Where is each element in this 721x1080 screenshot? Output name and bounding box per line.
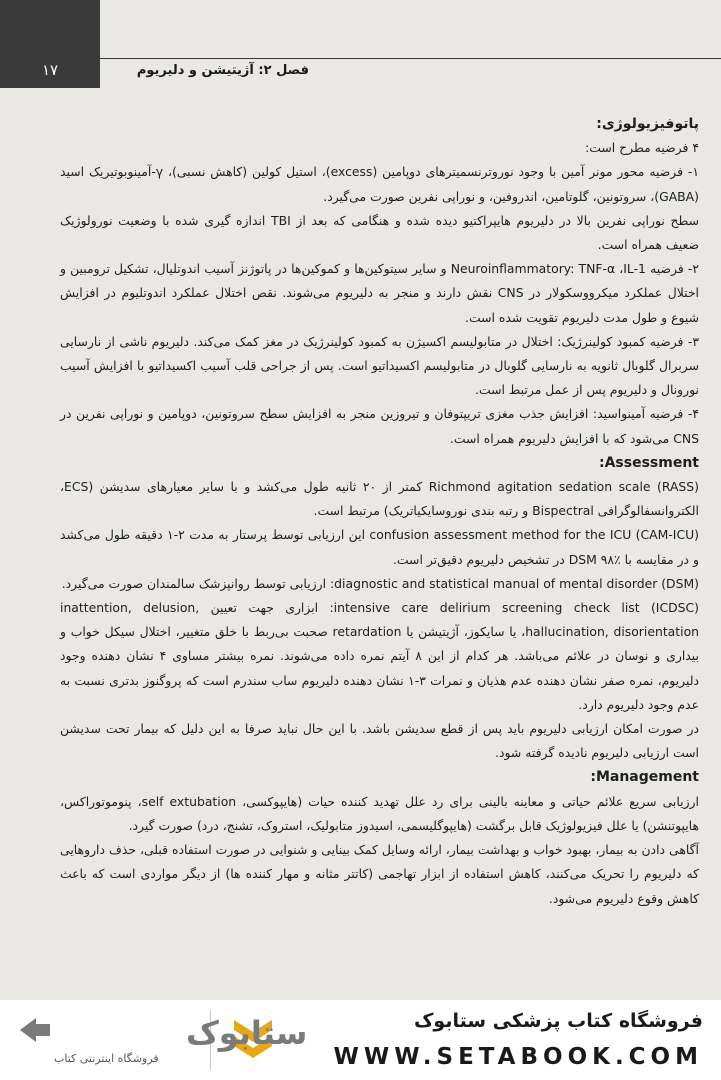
section-title: پاتوفیزیولوژی: bbox=[596, 116, 699, 132]
section-management bbox=[60, 765, 699, 910]
logo-subtitle: فروشگاه اینترنتی کتاب bbox=[54, 1052, 159, 1065]
paragraph: confusion assessment method for the ICU (CAM-ICU) این ارزیابی توسط پرستار به مدت ۲-۱ دقیقه طول می‌کشد و در مقایسه با DSM ۹۸٪ در تشخیص دلیریوم دقیق‌تر است. bbox=[60, 527, 700, 567]
paragraph: ۱- فرضیه محور مونر آمین با وجود نوروترنسمیترهای دوپامین (excess)، استیل کولین (کاهش نسبی)، γ-آمینوبوتیریک اسید (GABA)، سروتونین، گلوتامین، اندروفین، و نوراپی نفرین صورت می‌گیرد. bbox=[60, 164, 699, 204]
page-number-tab bbox=[0, 0, 100, 88]
section-assessment bbox=[60, 451, 699, 766]
paragraph: ۳- فرضیه کمبود کولینرژیک: اختلال در متابولیسم اکسیژن به کمبود کولینرژیک در مغز کمک می‌کند. دلیریوم ناشی از نارسایی سربرال گلوبال ثانویه به نارسایی گلوبال در متابولیسم اکسیداتیو است. پس از جراحی قلب آسیب اکسیداتیو با افزایش آسیب نورونال و دلیریوم پس از عمل مرتبط است. bbox=[60, 333, 699, 398]
section-title: Management: bbox=[590, 769, 699, 786]
setabook-logo bbox=[16, 1008, 308, 1052]
paragraph: در صورت امکان ارزیابی دلیریوم باید پس از قطع سدیشن باشد. با این حال نباید صرفا به این دلیل که بیمار تحت سدیشن است ارزیابی دلیریوم نادیده گرفته شود. bbox=[60, 721, 699, 761]
paragraph: سطح نوراپی نفرین بالا در دلیریوم هایپراکتیو دیده شده و هنگامی که بعد از TBI اندازه گیری شده با وضعیت نورولوژیک ضعیف همراه است. bbox=[60, 212, 700, 253]
page-number: ۱۷ bbox=[41, 61, 59, 79]
paragraph: ارزیابی سریع علائم حیاتی و معاینه بالینی برای رد علل تهدید کننده حیات (هایپوکسی، self extubation، پنوموتوراکس، هایپوتنشن) یا علل فیزیولوژیک قابل برگشت (هایپوگلیسمی، اسیدوز متابولیک، استروک، تشنج، درد) صورت گیرد. bbox=[60, 793, 699, 833]
page-header bbox=[0, 0, 721, 88]
paragraph: ۲- فرضیه Neuroinflammatory: TNF-α ،IL-1 و سایر سیتوکین‌ها و کموکین‌ها در پاتوژنز آسیب اندوتلیال، تشکیل ترومبین و اختلال عملکرد میکرووسکولار در CNS نقش دارند و منجر به دلیریوم می‌شوند. نقص اختلال عملکرد اندوتلیوم در افزایش شیوع و طول مدت دلیریوم تقویت شده است. bbox=[60, 261, 700, 325]
paragraph: diagnostic and statistical manual of mental disorder (DSM): ارزیابی توسط روانپزشک سالمندان صورت می‌گیرد. bbox=[61, 575, 699, 591]
section-title: Assessment: bbox=[598, 454, 699, 471]
logo-wordmark: ستابوک bbox=[186, 1014, 308, 1052]
paragraph: آگاهی دادن به بیمار، بهبود خواب و بهداشت بیمار، ارائه وسایل کمک بینایی و شنوایی در صورت استفاده قبلی، حذف داروهایی که دلیریوم را تحریک می‌کنند، کاهش استفاده از ابزار تهاجمی (کاتتر مثانه و مهار کننده ها) از دیگر مواردی است که باعث کاهش وقوع دلیریوم می‌شود. bbox=[60, 842, 699, 906]
paragraph: intensive care delirium screening check list (ICDSC): ابزاری جهت تعیین inattention, delusion, hallucination, disorientation، یا سایکوز، آژیتیشن یا retardation صحبت بی‌ربط با خلق متغییر، اختلال سیکل خواب و بیداری و نوسان در علائم می‌باشد. هر کدام از این ۸ آیتم نمره داده می‌شوند. نمره بیشتر مساوی ۴ نشان دهنده وجود دلیریوم، نمره صفر نشان دهنده عدم هذیان و نمرات ۳-۱ نشان دهنده دلیریوم ساب سندرم است که پروگنوز بدتری نسبت به عدم وجود دلیریوم دارد. bbox=[60, 600, 700, 712]
store-url[interactable]: WWW.SETABOOK.COM bbox=[333, 1044, 703, 1070]
store-footer-banner bbox=[0, 1000, 721, 1080]
header-rule bbox=[8, 58, 721, 59]
paragraph: Richmond agitation sedation scale (RASS) کمتر از ۲۰ ثانیه طول می‌کشد و با سایر معیارهای سدیشن (ECS، الکتروانسفالوگرافی Bispectral و رتبه بندی نوروسایکیاتریک) مرتبط است. bbox=[60, 479, 699, 519]
paragraph: ۴ فرضیه مطرح است: bbox=[585, 140, 699, 156]
page-body bbox=[60, 112, 699, 911]
chapter-title: فصل ۲: آژیتیشن و دلیریوم bbox=[136, 63, 309, 78]
section-pathophysiology bbox=[60, 112, 699, 451]
store-name: فروشگاه کتاب پزشکی ستابوک bbox=[413, 1010, 703, 1032]
paragraph: ۴- فرضیه آمینواسید: افزایش جذب مغزی تریپتوفان و تیروزین منجر به افزایش سطح سروتونین، دوپامین و نوراپی نفرین در CNS می‌شود که با افزایش دلیریوم همراه است. bbox=[60, 406, 699, 446]
